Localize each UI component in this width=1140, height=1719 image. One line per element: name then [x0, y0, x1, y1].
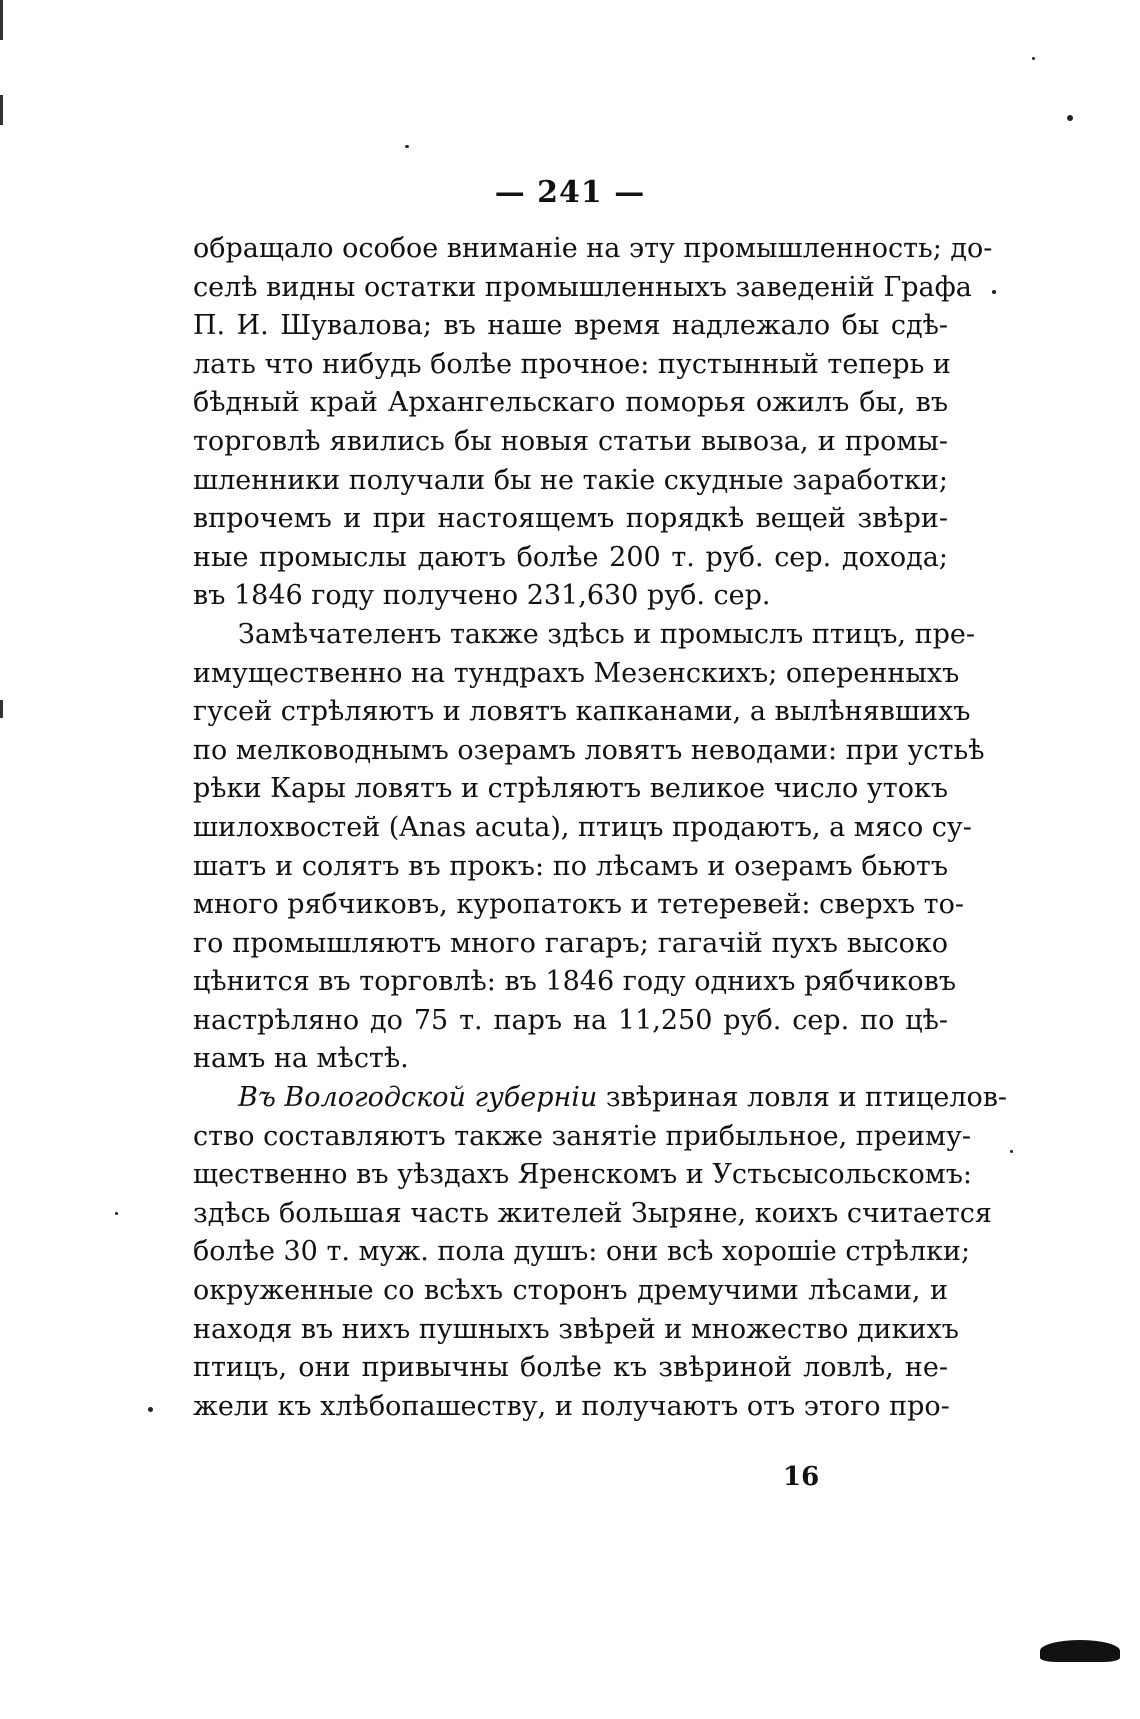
scan-edge-mark: [0, 0, 3, 40]
scan-edge-mark: [0, 95, 3, 125]
text-line: имущественно на тундрахъ Мезенскихъ; оперенныхъ: [193, 657, 960, 689]
text-line: Замѣчателенъ также здѣсь и промыслъ птицъ, пре-: [238, 618, 975, 650]
scan-speck: [1067, 115, 1073, 121]
scan-edge-mark: [0, 700, 3, 718]
scan-speck: [1010, 1150, 1013, 1153]
text-line: намъ на мѣстѣ.: [193, 1043, 409, 1075]
text-line: впрочемъ и при настоящемъ порядкѣ вещей звѣри-: [193, 503, 948, 535]
scan-speck: [148, 1407, 153, 1412]
text-line: рѣки Кары ловятъ и стрѣляютъ великое число утокъ: [193, 773, 948, 805]
scan-speck: [405, 145, 409, 148]
page-number-header: — 241 —: [494, 175, 646, 210]
text-line: цѣнится въ торговлѣ: въ 1846 году однихъ рябчиковъ: [193, 966, 957, 998]
text-line: шатъ и солятъ въ прокъ: по лѣсамъ и озерамъ бьютъ: [193, 850, 948, 882]
signature-mark: 16: [783, 1462, 820, 1492]
scan-speck: [115, 1212, 118, 1215]
italic-heading: Въ Вологодской губерніи: [238, 1082, 598, 1114]
text-line: торговлѣ явились бы новыя статьи вывоза, и промы-: [193, 425, 948, 457]
text-line: обращало особое вниманіе на эту промышленность; до-: [193, 233, 993, 264]
text-line: бѣдный край Архангельскаго поморья ожилъ бы, въ: [193, 387, 948, 419]
text-line: шилохвостей (Anas acuta), птицъ продаютъ, а мясо су-: [193, 811, 972, 843]
scan-speck: [1032, 57, 1035, 60]
text-fragment: звѣриная ловля и птицелов-: [597, 1082, 1008, 1114]
text-line: селѣ видны остатки промышленныхъ заведеній Графа: [193, 271, 972, 303]
text-line: много рябчиковъ, куропатокъ и тетеревей: сверхъ то-: [193, 889, 964, 921]
ink-blot: [1040, 1640, 1120, 1662]
text-line: болѣе 30 т. муж. пола душъ: они всѣ хорошіе стрѣлки;: [193, 1236, 971, 1268]
text-line: птицъ, они привычны болѣе къ звѣриной ловлѣ, не-: [193, 1352, 948, 1384]
text-line: настрѣляно до 75 т. паръ на 11,250 руб. сер. по цѣ-: [193, 1004, 948, 1036]
scan-speck: [992, 290, 996, 294]
text-line: ные промыслы даютъ болѣе 200 т. руб. сер. дохода;: [193, 541, 948, 573]
text-line: жели къ хлѣбопашеству, и получаютъ отъ этого про-: [193, 1390, 950, 1422]
paragraph-1: [193, 230, 993, 616]
body-text: [193, 230, 1008, 1426]
text-line: щественно въ уѣздахъ Яренскомъ и Устьсысольскомъ:: [193, 1159, 973, 1191]
text-line: шленники получали бы не такіе скудные заработки;: [193, 464, 948, 496]
text-line: го промышляютъ много гагаръ; гагачій пухъ высоко: [193, 927, 948, 959]
text-line: находя въ нихъ пушныхъ звѣрей и множество дикихъ: [193, 1313, 959, 1345]
text-line: въ 1846 году получено 231,630 руб. сер.: [193, 580, 771, 612]
text-line: П. И. Шувалова; въ наше время надлежало бы сдѣ-: [193, 310, 948, 342]
paragraph-3: [193, 1079, 1008, 1426]
text-line: [193, 1079, 1008, 1118]
text-line: здѣсь большая часть жителей Зыряне, коихъ считается: [193, 1197, 992, 1229]
text-line: окруженные со всѣхъ сторонъ дремучими лѣсами, и: [193, 1275, 948, 1307]
text-line: по мелководнымъ озерамъ ловятъ неводами: при устьѣ: [193, 734, 985, 766]
paragraph-2: [193, 616, 985, 1079]
text-line: ство составляютъ также занятіе прибыльное, преиму-: [193, 1120, 972, 1152]
text-line: лать что нибудь болѣе прочное: пустынный теперь и: [193, 348, 951, 380]
text-line: гусей стрѣляютъ и ловятъ капканами, а вылѣнявшихъ: [193, 696, 971, 728]
